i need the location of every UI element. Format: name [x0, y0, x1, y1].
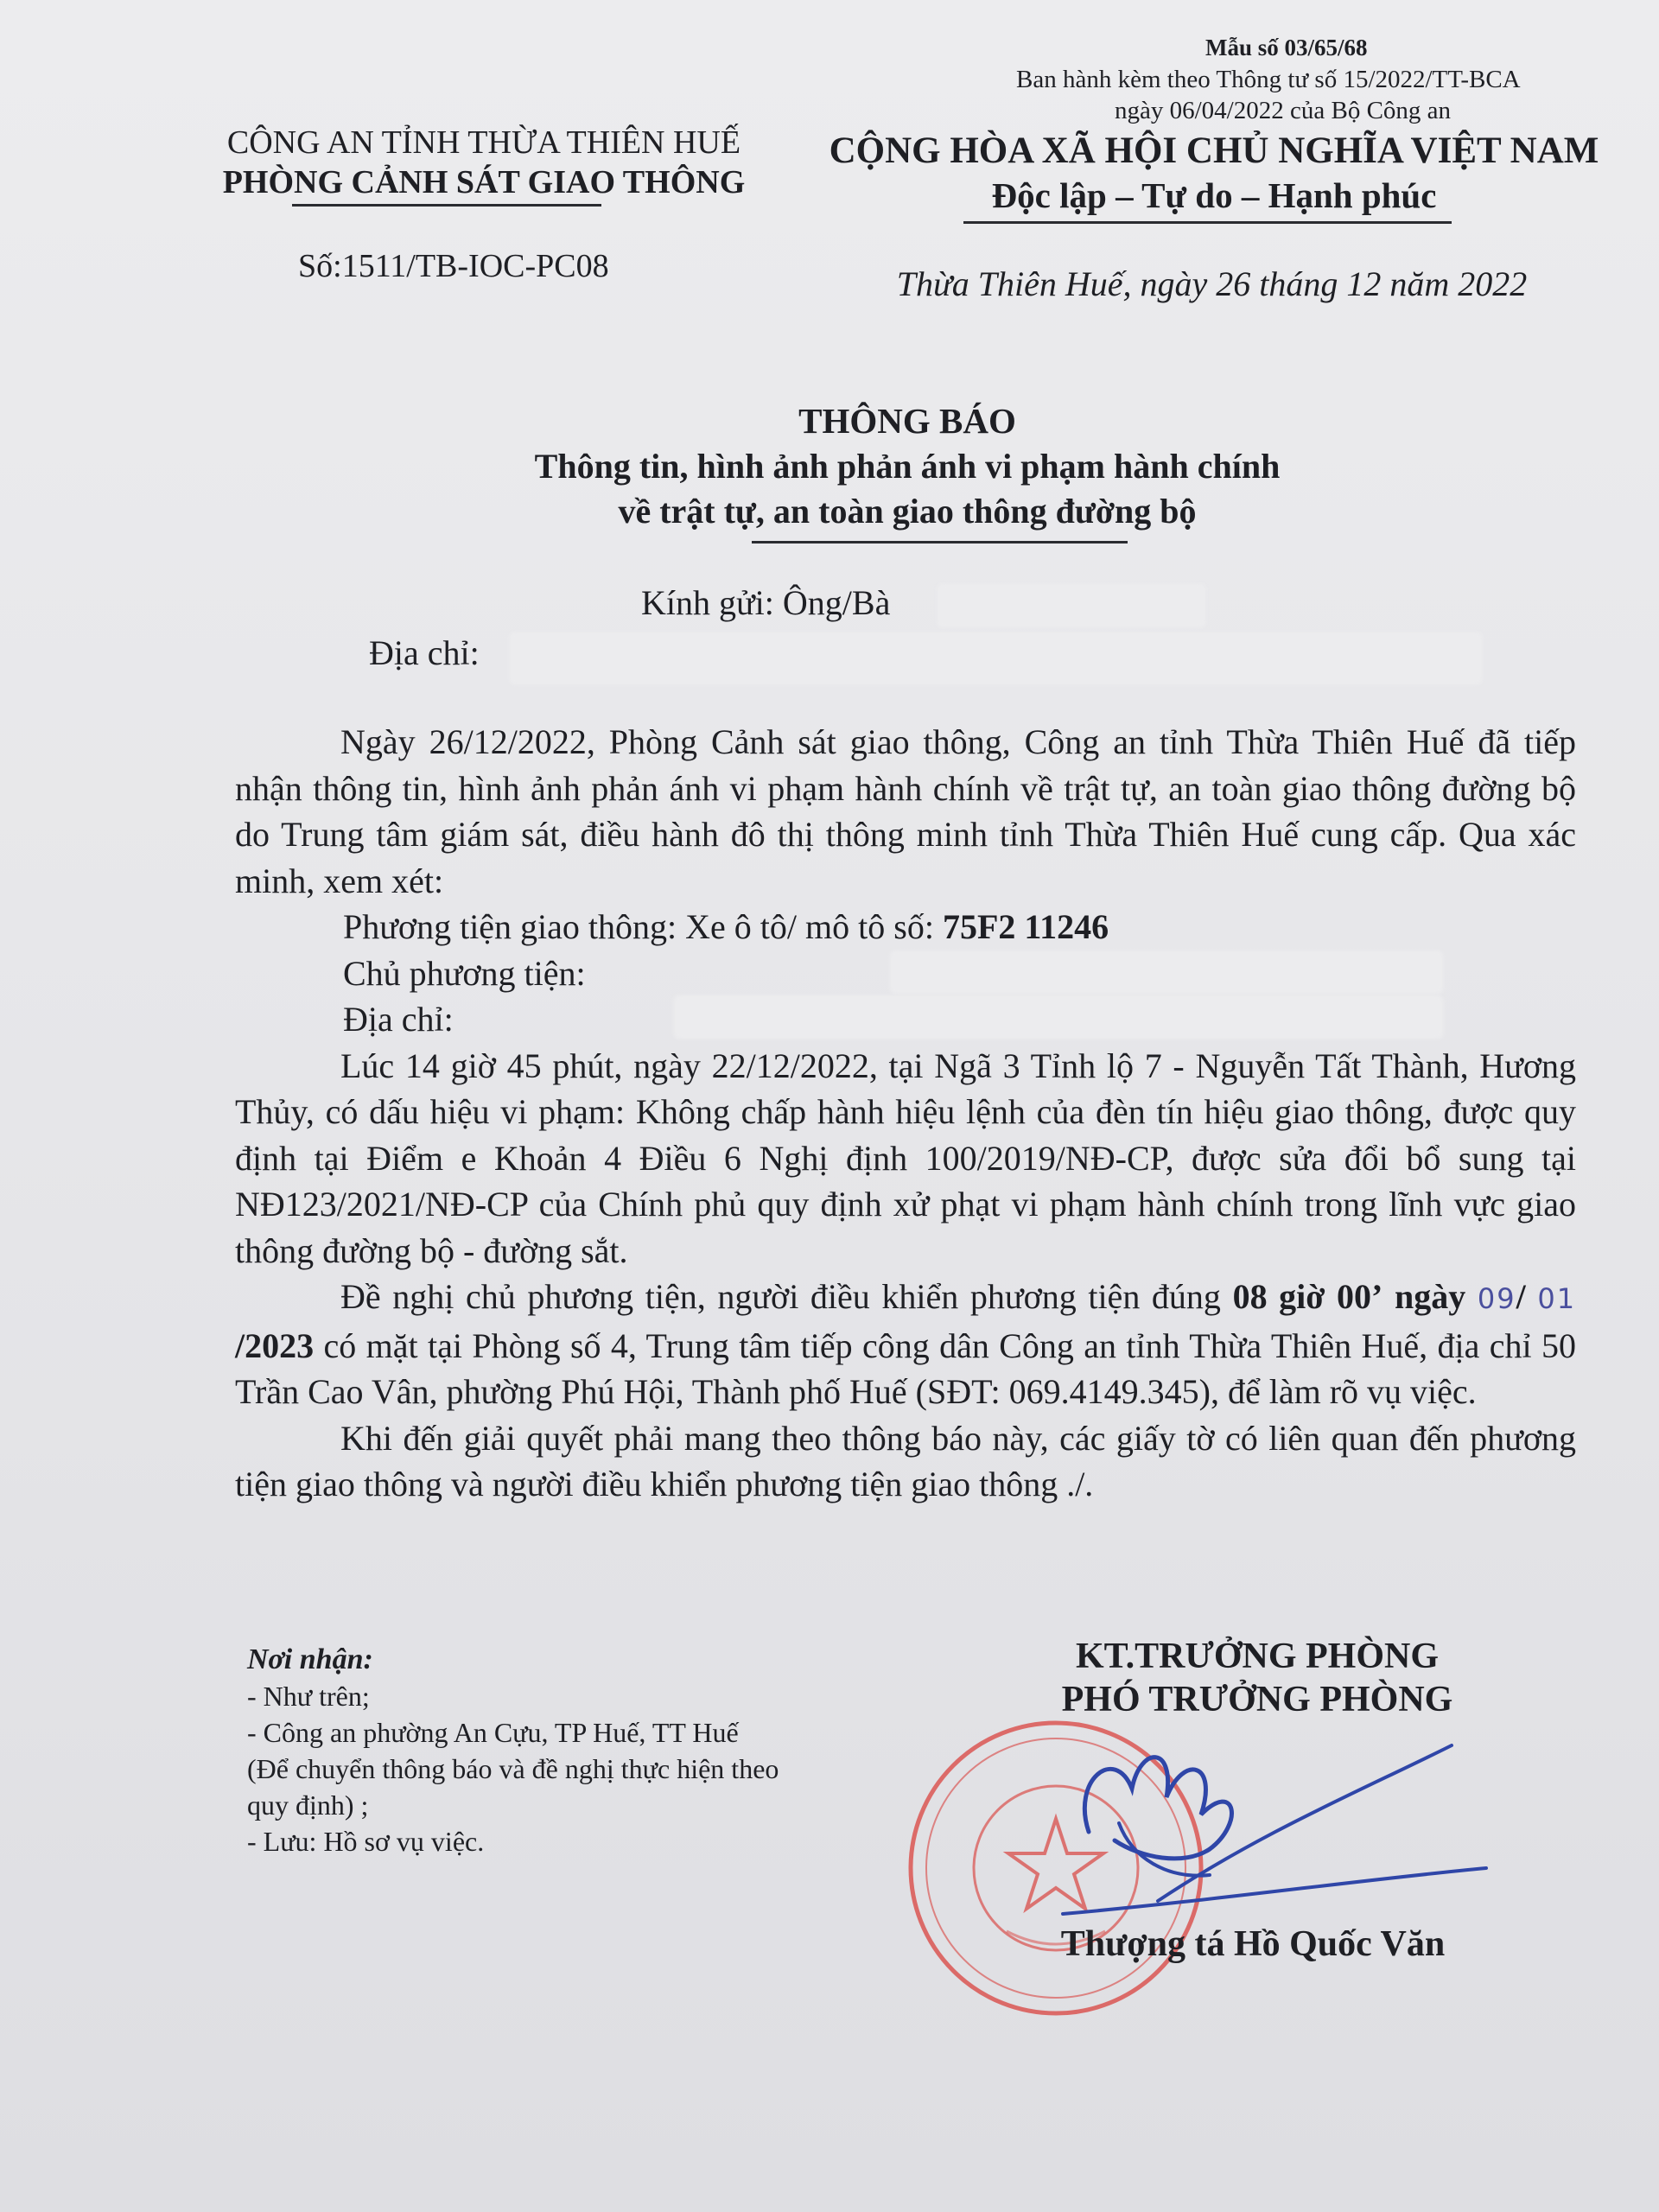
- vehicle-label: Phương tiện giao thông: Xe ô tô/ mô tô số:: [343, 907, 934, 946]
- recipients-heading: Nơi nhận:: [247, 1643, 373, 1675]
- paragraph-violation: Lúc 14 giờ 45 phút, ngày 22/12/2022, tại Ngã 3 Tỉnh lộ 7 - Nguyễn Tất Thành, Hương Thủy, có dấu hiệu vi phạm: Không chấp hành hiệu lệnh của đèn tín hiệu giao thông, được quy định tại Điểm e Khoản 4 Điều 6 Nghị định 100/2019/NĐ-CP, được sửa đổi bổ sung tại NĐ123/2021/NĐ-CP của Chính phủ quy định xử phạt vi phạm hành chính trong lĩnh vực giao thông đường bộ - đường sắt.: [235, 1046, 1576, 1270]
- appointment-year: /2023: [235, 1325, 315, 1365]
- issued-by-line-1: Ban hành kèm theo Thông tư số 15/2022/TT-BCA: [1016, 66, 1521, 93]
- agency-underline: [292, 204, 601, 207]
- issuing-agency: [173, 123, 795, 202]
- redacted-owner: [890, 950, 1443, 994]
- recipient-item: - Công an phường An Cựu, TP Huế, TT Huế: [247, 1717, 739, 1748]
- title-sub-1: Thông tin, hình ảnh phản ánh vi phạm hành chính: [534, 447, 1281, 486]
- paragraph-closing: Khi đến giải quyết phải mang theo thông báo này, các giấy tờ có liên quan đến phương tiện giao thông và người điều khiển phương tiện giao thông ./.: [235, 1418, 1576, 1503]
- nation-name: CỘNG HÒA XÃ HỘI CHỦ NGHĨA VIỆT NAM: [829, 130, 1599, 171]
- signer-name: Thượng tá Hồ Quốc Văn: [1060, 1924, 1446, 1964]
- place-and-date: Thừa Thiên Huế, ngày 26 tháng 12 năm 2022: [896, 264, 1528, 303]
- title-sub-2: về trật tự, an toàn giao thông đường bộ: [618, 492, 1197, 531]
- recipient-item: quy định) ;: [247, 1789, 369, 1821]
- issued-by-line-2: ngày 06/04/2022 của Bộ Công an: [1115, 97, 1452, 124]
- day-label: ngày: [1395, 1277, 1466, 1316]
- recipient-item: - Như trên;: [247, 1681, 370, 1712]
- title-main: THÔNG BÁO: [798, 401, 1016, 441]
- recipients-list: [247, 1642, 779, 1859]
- agency-parent: CÔNG AN TỈNH THỪA THIÊN HUẾ: [226, 124, 741, 161]
- sign-title-2: PHÓ TRƯỞNG PHÒNG: [1061, 1680, 1453, 1719]
- redacted-address: [510, 632, 1482, 684]
- summons-prefix: Đề nghị chủ phương tiện, người điều khiển phương tiện đúng: [340, 1277, 1221, 1316]
- form-code: Mẫu số 03/65/68: [1205, 35, 1368, 60]
- document-title: [259, 397, 1555, 534]
- title-underline: [752, 541, 1128, 543]
- recipient-item: (Để chuyển thông báo và đề nghị thực hiện theo: [247, 1753, 779, 1784]
- owner-label: Chủ phương tiện:: [343, 953, 586, 993]
- recipient-item: - Lưu: Hồ sơ vụ việc.: [247, 1826, 485, 1857]
- date-separator: /: [1516, 1277, 1526, 1316]
- motto-underline: [963, 221, 1452, 224]
- handwritten-signature: [1037, 1728, 1521, 1927]
- nation-motto: Độc lập – Tự do – Hạnh phúc: [991, 175, 1437, 215]
- recipient-address-label: Địa chỉ:: [369, 633, 480, 672]
- paragraph-intro: Ngày 26/12/2022, Phòng Cảnh sát giao thông, Công an tỉnh Thừa Thiên Huế đã tiếp nhận thông tin, hình ảnh phản ánh vi phạm hành chính về trật tự, an toàn giao thông đường bộ do Trung tâm giám sát, điều hành đô thị thông minh tỉnh Thừa Thiên Huế cung cấp. Qua xác minh, xem xét:: [235, 722, 1576, 900]
- redacted-owner-address: [674, 995, 1443, 1039]
- vehicle-line: [235, 904, 1576, 950]
- handwritten-day: 09: [1477, 1282, 1516, 1315]
- sign-title-1: KT.TRƯỞNG PHÒNG: [1076, 1637, 1439, 1676]
- paragraph-summons: [235, 1274, 1576, 1415]
- owner-address-label: Địa chỉ:: [343, 1000, 454, 1039]
- handwritten-month: 01: [1537, 1282, 1577, 1315]
- signature-block: [981, 1635, 1534, 1721]
- summons-rest: có mặt tại Phòng số 4, Trung tâm tiếp công dân Công an tỉnh Thừa Thiên Huế, địa chỉ 50 Trần Cao Vân, phường Phú Hội, Thành phố Huế (SĐT: 069.4149.345), để làm rõ vụ việc.: [235, 1325, 1576, 1411]
- document-number: Số:1511/TB-IOC-PC08: [298, 248, 609, 284]
- license-plate: 75F2 11246: [942, 907, 1109, 946]
- redacted-name: [938, 584, 1205, 627]
- greeting: Kính gửi: Ông/Bà: [641, 583, 891, 622]
- agency-name: PHÒNG CẢNH SÁT GIAO THÔNG: [222, 164, 746, 200]
- national-header: [817, 130, 1611, 218]
- appointment-time: 08 giờ 00’: [1232, 1277, 1383, 1316]
- body-text: [235, 719, 1576, 1508]
